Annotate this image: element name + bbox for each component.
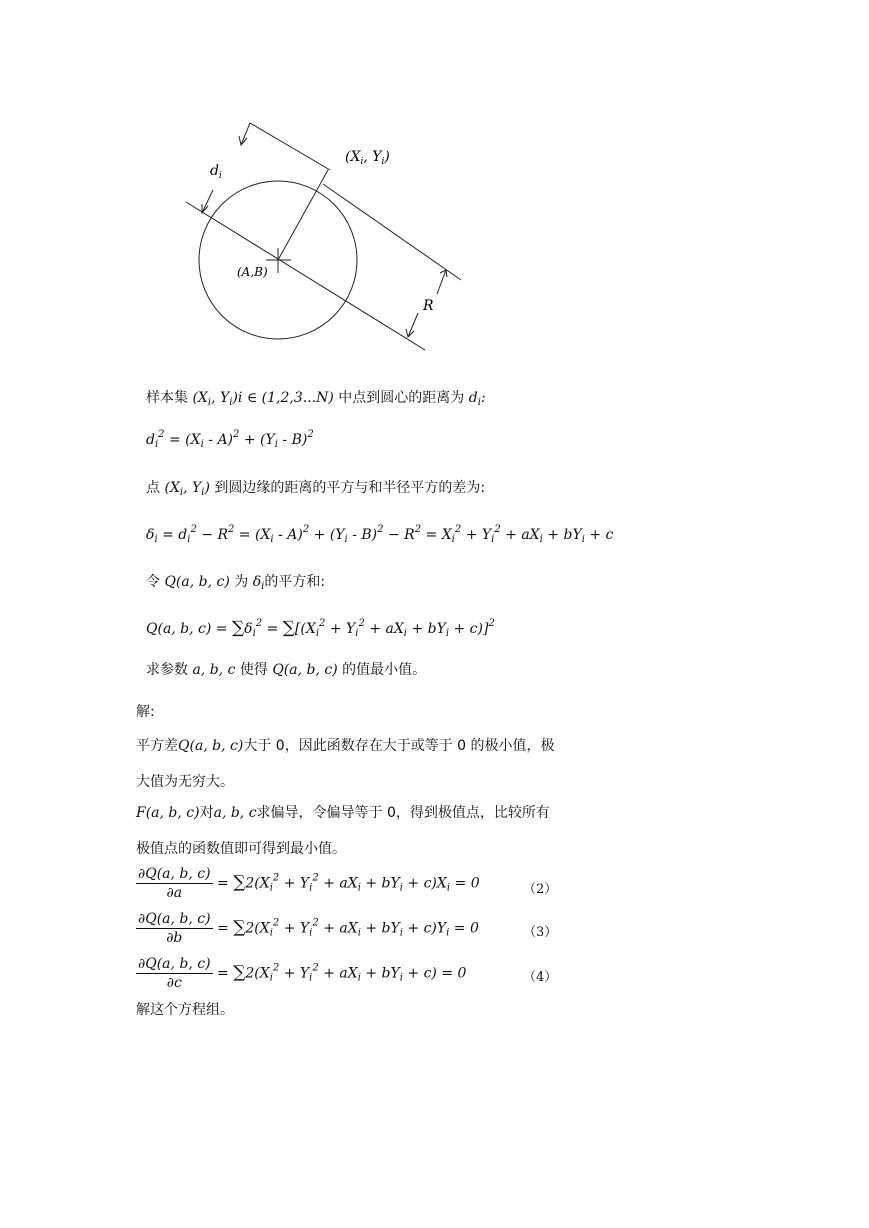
line2-prefix: 点 — [146, 480, 160, 496]
line4-Q: Q(a, b, c) — [272, 662, 338, 678]
para2-b: 求偏导，令偏导等于 0，得到极值点，比较所有 — [256, 805, 550, 821]
line3-mid: 为 — [234, 574, 249, 590]
line-4 — [146, 660, 426, 680]
solution-heading: 解: — [136, 704, 155, 720]
label-point: ($X_i$, $Y_i$) — [345, 149, 390, 167]
eq-partial-c: $\frac{\partial Q(a, b, c)}{\partial c}$ = $\sum 2(X_i^2 + Y_i^2 + aX_i + bY_i + c) = 0$ — [138, 956, 467, 991]
radius-segment — [278, 170, 328, 260]
line3-Q: Q(a, b, c) — [164, 574, 230, 590]
line2-suffix: 到圆边缘的距离的平方与和半径平方的差为: — [214, 480, 486, 496]
eq-distance: $d_i^2 = (X_i - A)^2 + (Y_i - B)^2$ — [146, 429, 314, 450]
para1-Q: Q(a, b, c) — [178, 738, 244, 754]
arrow-d-top — [241, 123, 250, 145]
arrow-d-bottom-head — [202, 204, 208, 213]
eq2-number: （2） — [523, 882, 558, 897]
line4-mid: 使得 — [239, 662, 268, 678]
para2-params: a, b, c — [213, 805, 257, 821]
arrow-R-top — [437, 270, 446, 294]
para1-b: 大于 0，因此函数存在大于或等于 0 的极小值，极 — [243, 738, 555, 754]
line3-prefix: 令 — [146, 574, 160, 590]
line4-params: a, b, c — [192, 662, 236, 678]
tangent-line — [323, 184, 461, 280]
label-center: (A,B) — [237, 265, 268, 279]
arrow-d-bottom — [202, 190, 213, 213]
line-3 — [146, 572, 325, 592]
para-2-cont: 极值点的函数值即可得到最小值。 — [136, 841, 346, 857]
eq-partial-a: $\frac{\partial Q(a, b, c)}{\partial a}$ = $\sum 2(X_i^2 + Y_i^2 + aX_i + bY_i + c)X_i = 0$ — [138, 866, 480, 901]
line4-suffix: 的值最小值。 — [342, 662, 427, 678]
intro-line — [146, 388, 486, 408]
line4-prefix: 求参数 — [146, 662, 188, 678]
eq-Q: Q(a, b, $c) = \sum\delta_i^2 = \sum[(X_i^2 + Y_i^2 + aX_i + bY_i + c)]^2$ — [146, 618, 495, 639]
eq4-number: （4） — [523, 970, 558, 985]
para-1-cont: 大值为无穷大。 — [136, 774, 234, 790]
circle-fitting-diagram — [0, 0, 869, 370]
para-1 — [136, 736, 555, 756]
label-d: $d_i$ — [210, 163, 222, 181]
eq-delta: $\delta_i = d_i^2 - R^2 = (X_i - A)^2 + (Y_i - B)^2 - R^2 = X_i^2 + Y_i^2 + aX_i + bY_i + c$ — [146, 524, 614, 545]
para2-F: F(a, b, c) — [136, 805, 200, 821]
para-2 — [136, 803, 550, 823]
label-R: R — [423, 298, 434, 314]
line3-delta: $\delta_i$ — [252, 574, 265, 592]
eq3-number: （3） — [523, 925, 558, 940]
eq-partial-b: $\frac{\partial Q(a, b, c)}{\partial b}$ = $\sum 2(X_i^2 + Y_i^2 + aX_i + bY_i + c)Y_i = 0$ — [138, 911, 479, 946]
extension-line — [250, 123, 330, 170]
intro-di: $d_i$: — [468, 390, 486, 408]
para2-a: 对 — [199, 805, 214, 821]
line-2 — [146, 478, 485, 498]
arrow-R-bottom — [408, 313, 418, 337]
line2-point: ($X_i$, $Y_i$) — [164, 480, 210, 498]
intro-sample-set: ($X_i$, $Y_i)i$ ∈ (1,2,3...N) — [192, 390, 334, 408]
intro-suffix: 中点到圆心的距离为 — [338, 390, 465, 406]
final-line: 解这个方程组。 — [136, 1002, 234, 1018]
line3-suffix: 的平方和: — [264, 574, 326, 590]
center-line — [186, 202, 425, 350]
intro-prefix: 样本集 — [146, 390, 188, 406]
para1-a: 平方差 — [136, 738, 178, 754]
